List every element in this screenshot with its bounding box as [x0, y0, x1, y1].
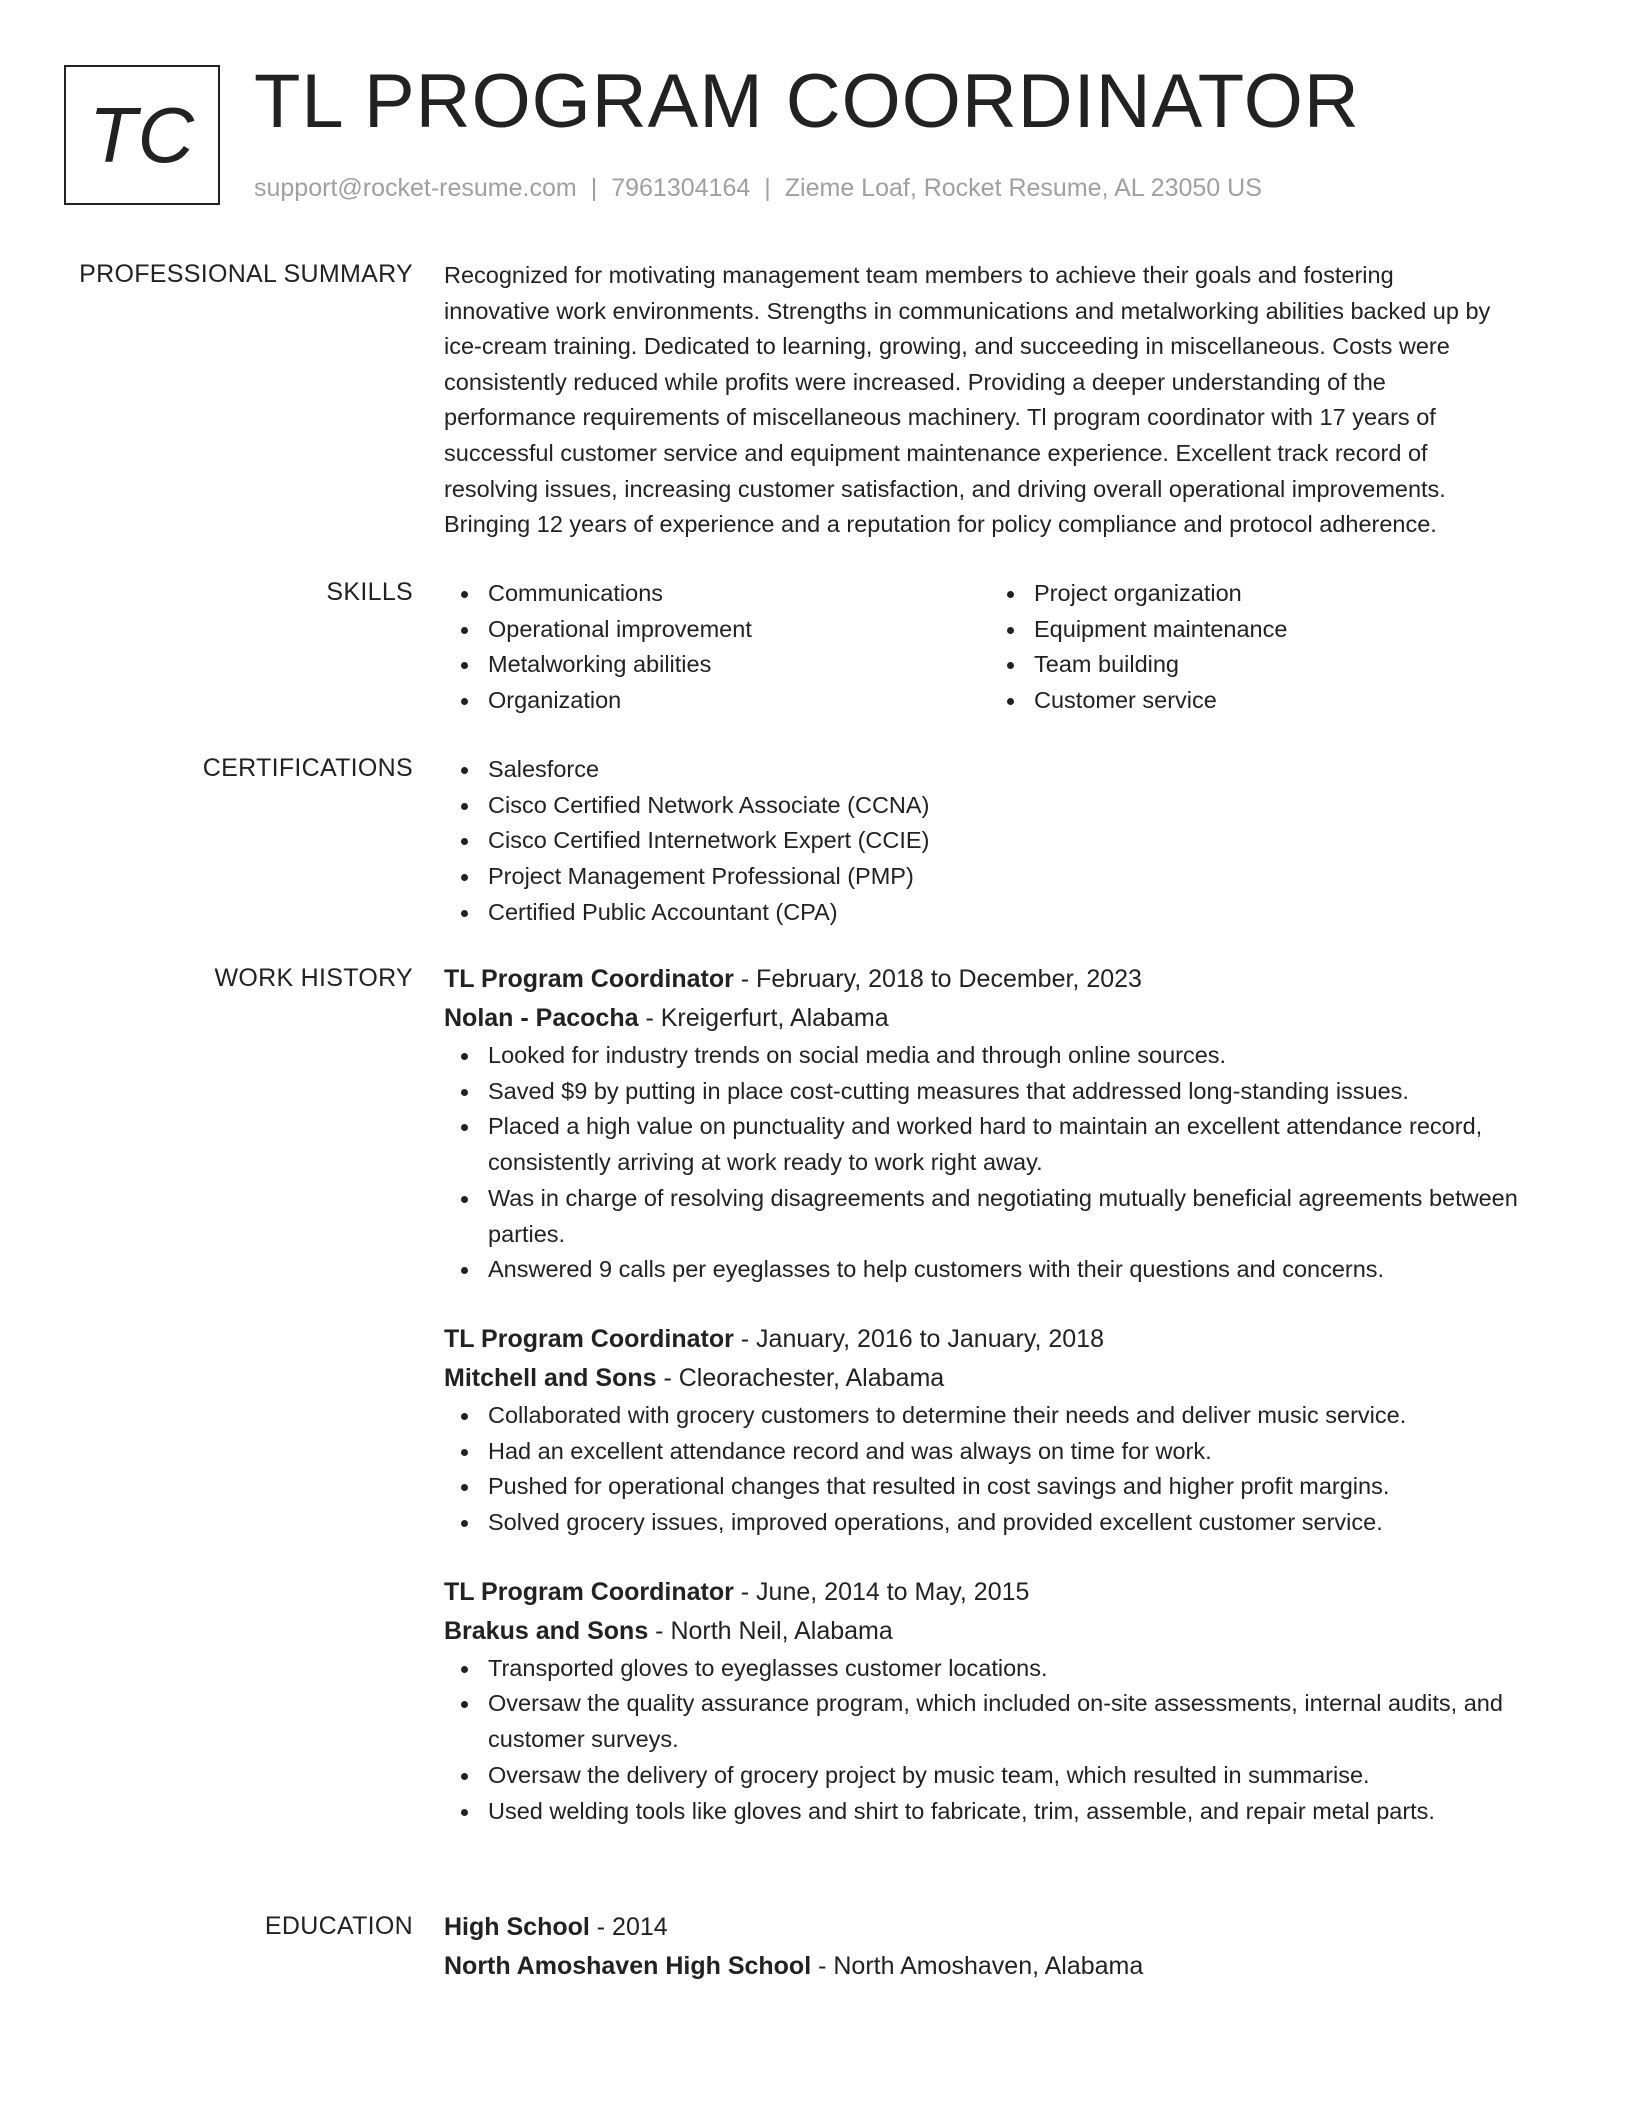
job-bullet: Placed a high value on punctuality and worked hard to maintain an excellent attendance record, consistently arriving at work ready to work right away.	[444, 1109, 1554, 1180]
skill-item: Team building	[990, 647, 1536, 683]
job-bullet: Used welding tools like gloves and shirt to fabricate, trim, assemble, and repair metal parts.	[444, 1794, 1554, 1830]
contact-email: support@rocket-resume.com	[254, 174, 577, 202]
section-title-skills: SKILLS	[326, 578, 413, 606]
education-location: - North Amoshaven, Alabama	[811, 1952, 1144, 1980]
summary-line: Bringing 12 years of experience and a reputation for policy compliance and protocol adherence.	[444, 511, 1437, 538]
job-company: Nolan - Pacocha	[444, 1004, 639, 1032]
skill-item: Organization	[444, 683, 990, 719]
education-year: - 2014	[589, 1913, 668, 1941]
summary-body	[444, 258, 1554, 543]
education-degree-line	[444, 1908, 1554, 1947]
job-entry	[444, 960, 1554, 1288]
certifications-body	[444, 752, 1554, 931]
certification-item: Salesforce	[444, 752, 1554, 788]
section-title-summary: PROFESSIONAL SUMMARY	[79, 260, 413, 288]
summary-line: Recognized for motivating management team members to achieve their goals and fostering	[444, 262, 1394, 288]
job-company-line	[444, 999, 1554, 1038]
skills-list-left	[444, 576, 990, 719]
certification-item: Cisco Certified Network Associate (CCNA)	[444, 788, 1554, 824]
skill-item: Operational improvement	[444, 612, 990, 648]
job-title-line	[444, 960, 1554, 999]
job-dates: - January, 2016 to January, 2018	[733, 1324, 1104, 1353]
job-role: TL Program Coordinator	[444, 1324, 734, 1353]
job-bullet: Transported gloves to eyeglasses customer locations.	[444, 1651, 1554, 1687]
job-bullet: Oversaw the delivery of grocery project by music team, which resulted in summarise.	[444, 1758, 1554, 1794]
job-bullet: Looked for industry trends on social media and through online sources.	[444, 1038, 1554, 1074]
job-bullet: Answered 9 calls per eyeglasses to help customers with their questions and concerns.	[444, 1252, 1554, 1288]
job-bullet: Pushed for operational changes that resulted in cost savings and higher profit margins.	[444, 1469, 1554, 1505]
certification-item: Certified Public Accountant (CPA)	[444, 895, 1554, 931]
job-location: - North Neil, Alabama	[648, 1616, 893, 1645]
job-bullet: Saved $9 by putting in place cost-cutting measures that addressed long-standing issues.	[444, 1074, 1554, 1110]
summary-line: innovative work environments. Strengths in communications and metalworking abilities backed up by	[444, 297, 1491, 324]
skill-item: Customer service	[990, 683, 1536, 719]
job-company: Brakus and Sons	[444, 1616, 649, 1645]
certification-item: Cisco Certified Internetwork Expert (CCIE)	[444, 823, 1554, 859]
job-bullet: Oversaw the quality assurance program, which included on-site assessments, internal audits, and customer surveys.	[444, 1686, 1554, 1757]
summary-line: successful customer service and equipment maintenance experience. Excellent track record of	[444, 439, 1428, 466]
skill-item: Project organization	[990, 576, 1536, 612]
education-degree: High School	[444, 1913, 590, 1941]
summary-paragraph	[444, 258, 1554, 543]
skill-item: Communications	[444, 576, 990, 612]
job-location: - Kreigerfurt, Alabama	[638, 1004, 889, 1032]
monogram-logo	[64, 65, 220, 205]
job-company: Mitchell and Sons	[444, 1363, 657, 1392]
job-bullet: Solved grocery issues, improved operations, and provided excellent customer service.	[444, 1505, 1554, 1541]
contact-address: Zieme Loaf, Rocket Resume, AL 23050 US	[784, 174, 1262, 202]
skills-list-right	[990, 576, 1536, 719]
job-bullets	[444, 1651, 1554, 1830]
job-company-line	[444, 1359, 1554, 1398]
section-title-work-history: WORK HISTORY	[214, 964, 413, 992]
job-bullets	[444, 1038, 1554, 1288]
education-school-line	[444, 1947, 1554, 1986]
summary-line: consistently reduced while profits were increased. Providing a deeper understanding of the	[444, 368, 1386, 395]
job-bullet: Had an excellent attendance record and was always on time for work.	[444, 1434, 1554, 1470]
job-entry	[444, 1320, 1554, 1541]
section-title-certifications: CERTIFICATIONS	[202, 754, 413, 782]
job-bullets	[444, 1398, 1554, 1541]
contact-separator: |	[590, 174, 598, 202]
job-title-line	[444, 1320, 1554, 1359]
job-location: - Cleorachester, Alabama	[656, 1363, 945, 1392]
work-history-body	[444, 960, 1554, 1829]
certifications-list	[444, 752, 1554, 931]
education-school: North Amoshaven High School	[444, 1952, 812, 1980]
job-dates: - June, 2014 to May, 2015	[733, 1577, 1030, 1606]
job-bullet: Was in charge of resolving disagreements and negotiating mutually beneficial agreements between parties.	[444, 1181, 1554, 1252]
monogram-text: TC	[89, 90, 195, 179]
summary-line: ice-cream training. Dedicated to learning, growing, and succeeding in miscellaneous. Costs were	[444, 333, 1450, 360]
summary-line: resolving issues, increasing customer satisfaction, and driving overall operational improvements.	[444, 475, 1446, 502]
job-entry	[444, 1573, 1554, 1830]
page-title: TL PROGRAM COORDINATOR	[254, 59, 1360, 144]
job-role: TL Program Coordinator	[444, 965, 734, 993]
skill-item: Metalworking abilities	[444, 647, 990, 683]
contact-line	[254, 174, 1262, 203]
skills-body	[444, 576, 1554, 719]
job-role: TL Program Coordinator	[444, 1577, 734, 1606]
contact-separator: |	[764, 174, 771, 202]
job-company-line	[444, 1612, 1554, 1651]
job-title-line	[444, 1573, 1554, 1612]
summary-line: performance requirements of miscellaneous machinery. Tl program coordinator with 17 years of	[444, 404, 1436, 431]
certification-item: Project Management Professional (PMP)	[444, 859, 1554, 895]
contact-phone: 7961304164	[611, 174, 751, 202]
job-bullet: Collaborated with grocery customers to determine their needs and deliver music service.	[444, 1398, 1554, 1434]
skill-item: Equipment maintenance	[990, 612, 1536, 648]
section-title-education: EDUCATION	[264, 1912, 413, 1940]
job-dates: - February, 2018 to December, 2023	[733, 965, 1142, 993]
education-body	[444, 1908, 1554, 1986]
